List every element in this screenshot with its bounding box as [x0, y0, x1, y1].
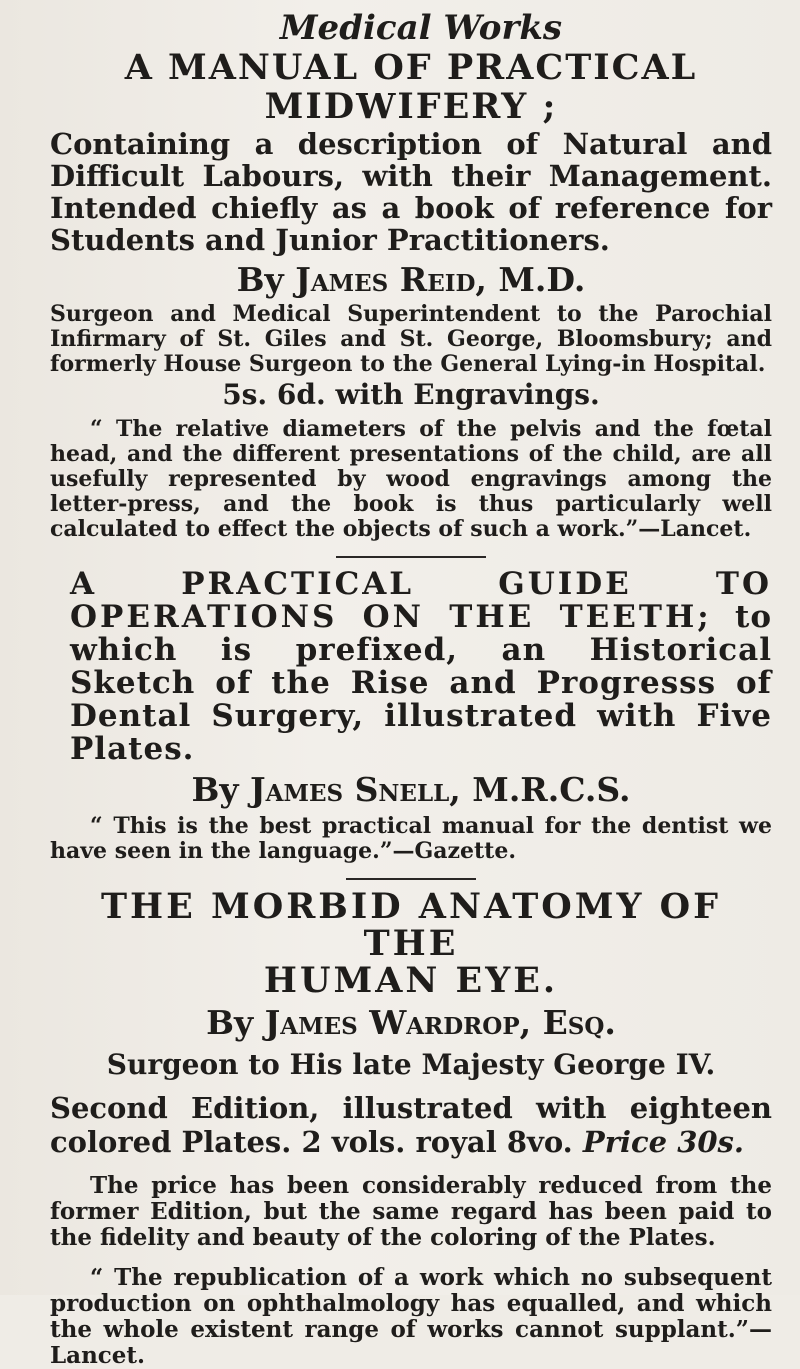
book-price: 5s. 6d. with Engravings. — [222, 378, 600, 411]
review-quote: “ The republication of a work which no subsequent production on ophthalmology has equalled, and which the whole existent range of works cannot supplant.”—Lancet. — [50, 1264, 772, 1369]
divider-rule — [336, 556, 486, 558]
book-title-line1: A MANUAL OF PRACTICAL — [124, 47, 698, 88]
author-name: James Reid, M.D. — [295, 260, 586, 299]
book-author — [50, 770, 772, 810]
book-description: Containing a description of Natural and Difficult Labours, with their Management. Intended chiefly as a book of reference for Students and Junior Practitioners. — [50, 127, 772, 257]
author-credentials: Surgeon and Medical Superintendent to the Parochial Infirmary of St. Giles and St. George, Bloomsbury; and formerly House Surgeon to the General Lying-in Hospital. — [50, 301, 772, 377]
author-name: James Wardrop, Esq. — [264, 1003, 616, 1042]
book-title-line1: THE MORBID ANATOMY OF THE — [101, 886, 721, 964]
book-title-line2: HUMAN EYE. — [263, 960, 559, 1001]
book-title: A PRACTICAL GUIDE TO OPERATIONS ON THE TEETH; — [70, 566, 772, 635]
running-head: Medical Works — [279, 8, 563, 48]
book-eye — [50, 888, 772, 1369]
edition-text: Second Edition, illustrated with eighteen colored Plates. 2 vols. royal 8vo. — [50, 1091, 772, 1159]
author-name: James Snell, M.R.C.S. — [250, 770, 631, 809]
author-prefix: By — [191, 770, 239, 809]
book-title-with-description — [70, 568, 772, 766]
book-dental — [50, 568, 772, 864]
book-author — [50, 260, 772, 300]
book-midwifery — [50, 48, 772, 542]
edition-note: The price has been considerably reduced from the former Edition, but the same regard has been paid to the fidelity and beauty of the coloring of the Plates. — [50, 1172, 772, 1251]
author-prefix: By — [236, 260, 284, 299]
book-author — [50, 1003, 772, 1043]
book-edition — [50, 1091, 772, 1159]
review-quote: “ This is the best practical manual for the dentist we have seen in the language.”—Gazette. — [50, 813, 772, 864]
book-description: to which is prefixed, an Historical Sketch of the Rise and Progresss of Dental Surgery, illustrated with Five Plates. — [70, 599, 772, 767]
author-prefix: By — [206, 1003, 254, 1042]
author-credentials: Surgeon to His late Majesty George IV. — [106, 1048, 716, 1081]
book-price: Price 30s. — [582, 1125, 744, 1159]
review-quote: “ The relative diameters of the pelvis and the fœtal head, and the different presentations of the child, are all usefully represented by wood engravings among the letter-press, and the book is thus particularly well calculated to effect the objects of such a work.”—Lancet. — [50, 416, 772, 542]
book-title-line2: MIDWIFERY ; — [264, 86, 558, 127]
divider-rule — [346, 878, 476, 880]
